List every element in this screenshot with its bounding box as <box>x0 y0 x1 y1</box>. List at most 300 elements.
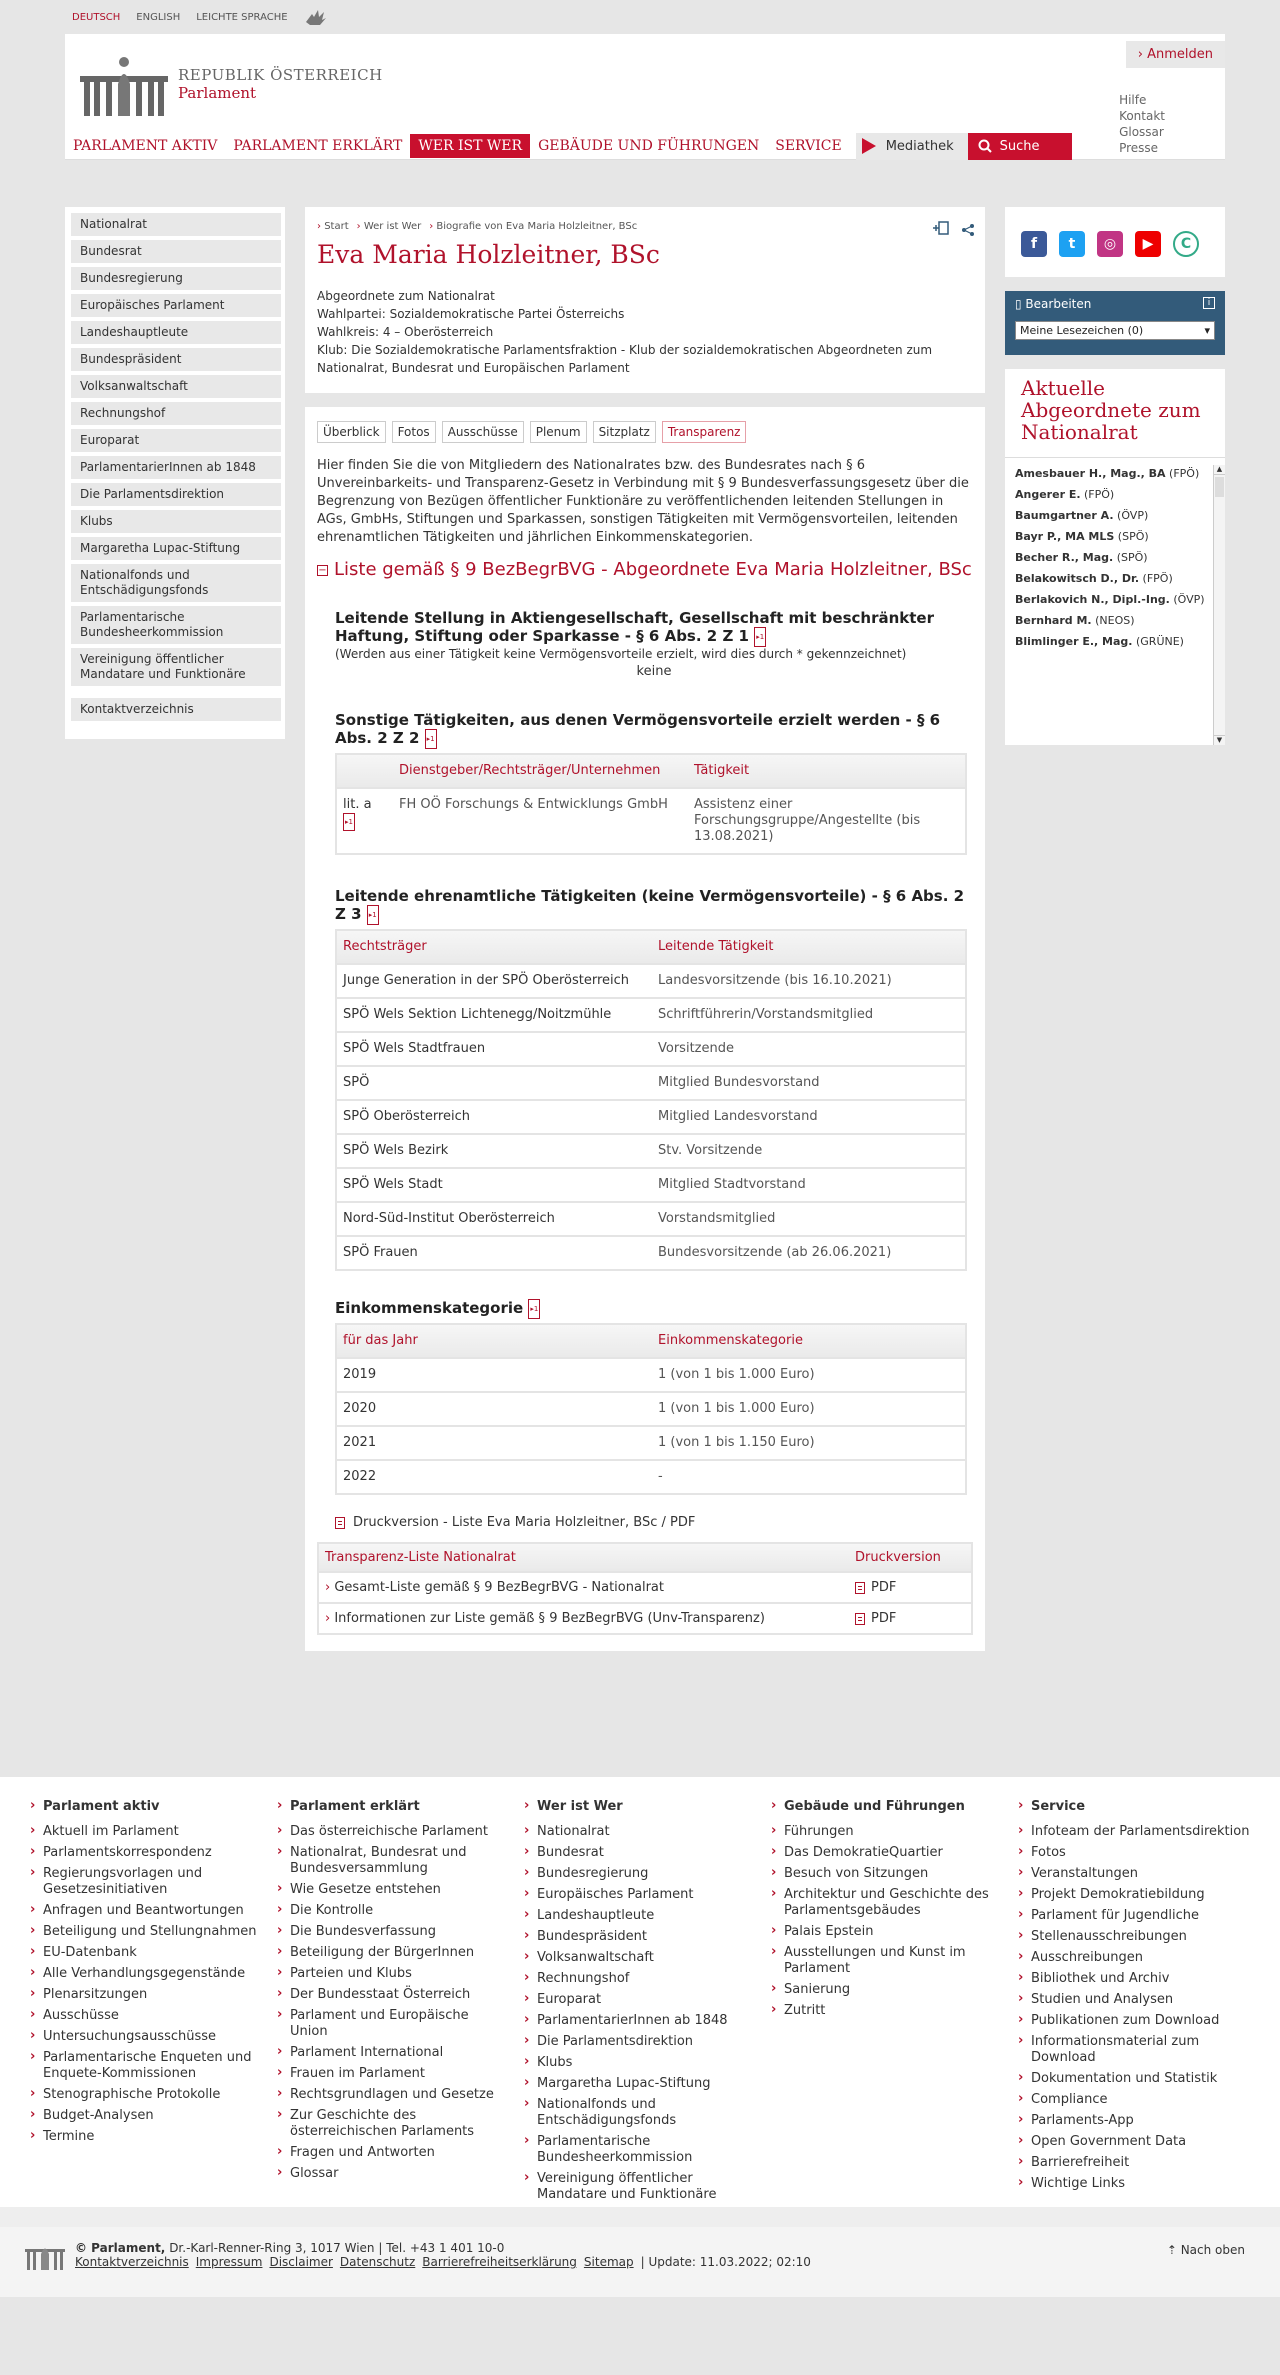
footer-link[interactable]: › Nationalrat, Bundesrat und Bundesversammlung <box>277 1845 509 1877</box>
footer-link[interactable]: › Europäisches Parlament <box>524 1887 756 1903</box>
footer-link[interactable]: › Sanierung <box>771 1982 1003 1998</box>
abgeordnete-item[interactable] <box>1015 487 1215 502</box>
tab-ueberblick[interactable]: Überblick <box>317 421 386 443</box>
ehrenamt-table <box>335 929 967 1271</box>
back-to-top-link[interactable]: ⇡ Nach oben <box>1166 2243 1245 2257</box>
abgeordnete-item[interactable] <box>1015 571 1215 586</box>
footer-link[interactable]: › Besuch von Sitzungen <box>771 1866 1003 1882</box>
person-district: Wahlkreis: 4 – Oberösterreich <box>317 325 494 339</box>
table-header <box>337 755 965 789</box>
sidebar-item[interactable]: Bundesregierung <box>71 267 281 290</box>
section-title: Einkommenskategorie <box>335 1299 524 1317</box>
table-header <box>319 1544 971 1573</box>
instagram-icon[interactable]: ◎ <box>1097 231 1123 257</box>
brand-title: REPUBLIK ÖSTERREICH <box>178 66 383 84</box>
chevron-right-icon: › <box>325 1580 335 1595</box>
footer-link[interactable]: › Ausstellungen und Kunst im Parlament <box>771 1945 1003 1977</box>
person-header <box>305 207 985 393</box>
column-header: Einkommenskategorie <box>658 1333 803 1348</box>
column-header: Dienstgeber/Rechtsträger/Unternehmen <box>399 763 661 778</box>
breadcrumb-start[interactable]: › Start <box>317 221 349 232</box>
table-row <box>337 1461 965 1493</box>
abgeordnete-item[interactable] <box>1015 592 1215 607</box>
table-cell: 1 (von 1 bis 1.150 Euro) <box>658 1435 815 1450</box>
sidebar-item[interactable]: Europarat <box>71 429 281 452</box>
footer-link[interactable]: › Parlament für Jugendliche <box>1018 1908 1250 1924</box>
table-cell: 2020 <box>343 1401 377 1416</box>
press-link[interactable]: Presse <box>1119 141 1159 155</box>
table-cell: SPÖ Wels Bezirk <box>343 1143 449 1158</box>
bookmark-add-icon[interactable] <box>933 221 949 235</box>
footer-link[interactable]: › Studien und Analysen <box>1018 1992 1250 2008</box>
table-cell: SPÖ <box>343 1075 370 1090</box>
abgeordnete-item[interactable] <box>1015 466 1215 481</box>
footer-link[interactable]: › Plenarsitzungen <box>30 1987 262 2003</box>
transparenz-link[interactable] <box>325 1611 855 1626</box>
column-header: Leitende Tätigkeit <box>658 939 774 954</box>
sidebar-item[interactable]: Bundesrat <box>71 240 281 263</box>
chevron-right-icon: › <box>325 1611 335 1626</box>
scroll-down-icon[interactable]: ▼ <box>1214 735 1225 745</box>
tab-fotos[interactable]: Fotos <box>392 421 436 443</box>
lesezeichen-select[interactable]: Meine Lesezeichen (0) ▾ <box>1015 321 1215 340</box>
abgeordnete-party: (NEOS) <box>1095 614 1135 627</box>
footer-legal-links <box>75 2255 811 2269</box>
twitter-icon[interactable]: t <box>1059 231 1085 257</box>
footer-link[interactable]: › Parlament und Europäische Union <box>277 2008 509 2040</box>
table-row <box>337 1067 965 1101</box>
footer-link[interactable]: › Bundespräsident <box>524 1929 756 1945</box>
footer-column-title[interactable]: › Wer ist Wer <box>524 1799 756 1814</box>
table-cell: SPÖ Wels Sektion Lichtenegg/Noitzmühle <box>343 1007 612 1022</box>
sidebar-item-kontaktverzeichnis[interactable]: Kontaktverzeichnis <box>71 698 281 721</box>
collapse-icon: − <box>318 565 327 576</box>
pdf-link[interactable] <box>855 1580 965 1595</box>
table-cell: Mitglied Stadtvorstand <box>658 1177 806 1192</box>
lang-english[interactable]: ENGLISH <box>136 12 181 23</box>
footer-column <box>771 1799 1018 2229</box>
scroll-thumb[interactable] <box>1215 477 1224 497</box>
footer-link[interactable]: › Parlamentskorrespondenz <box>30 1845 262 1861</box>
parliament-logo[interactable] <box>80 54 383 118</box>
footer-link[interactable]: › Fragen und Antworten <box>277 2145 509 2161</box>
print-version-link[interactable]: Druckversion - Liste Eva Maria Holzleitner, BSc / PDF <box>335 1515 973 1530</box>
abgeordnete-item[interactable] <box>1015 634 1215 649</box>
youtube-icon[interactable]: ▶ <box>1135 231 1161 257</box>
footer-link[interactable]: › Informationsmaterial zum Download <box>1018 2034 1250 2066</box>
login-button[interactable]: › Anmelden <box>1126 41 1225 68</box>
section-sonstige <box>335 711 973 855</box>
footer-link[interactable]: › Glossar <box>277 2166 509 2182</box>
arrow-up-icon: ⇡ <box>1166 2243 1181 2257</box>
help-link[interactable]: Hilfe <box>1119 93 1147 107</box>
table-cell: Mitglied Landesvorstand <box>658 1109 818 1124</box>
sidebar-item[interactable]: Landeshauptleute <box>71 321 281 344</box>
table-row <box>337 1135 965 1169</box>
abgeordnete-name: Becher R., Mag. <box>1015 551 1114 564</box>
tab-bar <box>317 421 973 443</box>
abgeordnete-list <box>1005 458 1225 734</box>
facebook-icon[interactable]: f <box>1021 231 1047 257</box>
footnote-link-icon[interactable]: ▸1 <box>425 729 437 749</box>
section-ehrenamt <box>335 887 973 1271</box>
section-note: (Werden aus einer Tätigkeit keine Vermögensvorteile erzielt, wird dies durch * gekennzeichnet) <box>335 647 907 661</box>
footer-link[interactable]: › Volksanwaltschaft <box>524 1950 756 1966</box>
footer-column-title[interactable]: › Gebäude und Führungen <box>771 1799 1003 1814</box>
section-value: keine <box>636 664 672 679</box>
table-row <box>337 1359 965 1393</box>
footer-link[interactable]: › Der Bundesstaat Österreich <box>277 1987 509 2003</box>
footer-link[interactable]: › Publikationen zum Download <box>1018 2013 1250 2029</box>
table-cell: Assistenz einer Forschungsgruppe/Angestellte (bis 13.08.2021) <box>694 797 921 844</box>
abgeordnete-box <box>1005 369 1225 745</box>
footer-link[interactable]: › Parlament International <box>277 2045 509 2061</box>
table-row <box>337 1203 965 1237</box>
table-cell: Vorsitzende <box>658 1041 734 1056</box>
parliament-building-icon <box>80 54 168 118</box>
chevron-right-icon: › <box>1137 47 1148 62</box>
footer-link[interactable]: › Untersuchungsausschüsse <box>30 2029 262 2045</box>
footer-legal-link[interactable]: Datenschutz <box>339 2255 416 2269</box>
abgeordnete-name: Blimlinger E., Mag. <box>1015 635 1133 648</box>
glossary-link[interactable]: Glossar <box>1119 125 1164 139</box>
share-icon[interactable] <box>961 223 975 237</box>
person-meta <box>317 287 973 377</box>
abgeordnete-party: (ÖVP) <box>1117 509 1149 522</box>
footer-link[interactable]: › Beteiligung und Stellungnahmen <box>30 1924 262 1940</box>
footer-link[interactable]: › Bundesrat <box>524 1845 756 1861</box>
chevron-down-icon: ▾ <box>1204 324 1210 337</box>
parliament-small-icon <box>25 2241 65 2271</box>
scrollbar[interactable] <box>1213 465 1225 745</box>
footer-link[interactable]: › Vereinigung öffentlicher Mandatare und Funktionäre <box>524 2171 756 2203</box>
footer-column <box>277 1799 524 2229</box>
tab-transparenz[interactable]: Transparenz <box>662 421 747 443</box>
footer-link[interactable]: › Alle Verhandlungsgegenstände <box>30 1966 262 1982</box>
nav-service[interactable]: SERVICE <box>775 138 842 154</box>
sidebar-navigation <box>65 207 285 739</box>
update-info: | Update: 11.03.2022; 02:10 <box>640 2255 811 2269</box>
table-header <box>337 1325 965 1359</box>
search-button[interactable]: Suche <box>968 133 1072 160</box>
footer-column <box>30 1799 277 2229</box>
info-icon[interactable]: i <box>1203 297 1215 309</box>
table-cell: - <box>658 1469 663 1484</box>
table-cell: Stv. Vorsitzende <box>658 1143 763 1158</box>
footer-column-title[interactable]: › Parlament erklärt <box>277 1799 509 1814</box>
footer-column-title[interactable]: › Service <box>1018 1799 1250 1814</box>
table-cell: SPÖ Oberösterreich <box>343 1109 470 1124</box>
footer-link[interactable]: › Aktuell im Parlament <box>30 1824 262 1840</box>
column-header: Transparenz-Liste Nationalrat <box>325 1550 516 1565</box>
lang-leichte-sprache[interactable]: LEICHTE SPRACHE <box>196 12 288 23</box>
footer-link[interactable]: › Parteien und Klubs <box>277 1966 509 1982</box>
table-row <box>337 789 965 853</box>
footer-link[interactable]: › Bundesregierung <box>524 1866 756 1882</box>
social-media-box <box>1005 207 1225 277</box>
table-row <box>337 1237 965 1269</box>
nav-parlament-erklaert[interactable]: PARLAMENT ERKLÄRT <box>233 138 403 154</box>
abgeordnete-item[interactable] <box>1015 529 1215 544</box>
footer-link[interactable]: › Stellenausschreibungen <box>1018 1929 1250 1945</box>
sidebar-item[interactable]: Die Parlamentsdirektion <box>71 483 281 506</box>
footer-link[interactable]: › Europarat <box>524 1992 756 2008</box>
sidebar-item[interactable]: Volksanwaltschaft <box>71 375 281 398</box>
transparency-card <box>305 407 985 1651</box>
abgeordnete-item[interactable] <box>1015 508 1215 523</box>
footer-link[interactable]: › Regierungsvorlagen und Gesetzesinitiativen <box>30 1866 262 1898</box>
column-header: Tätigkeit <box>694 763 750 778</box>
table-cell: Bundesvorsitzende (ab 26.06.2021) <box>658 1245 892 1260</box>
footer-link[interactable]: › Ausschreibungen <box>1018 1950 1250 1966</box>
tab-plenum[interactable]: Plenum <box>530 421 587 443</box>
abgeordnete-name: Angerer E. <box>1015 488 1081 501</box>
sidebar-item[interactable]: Rechnungshof <box>71 402 281 425</box>
footer-link[interactable]: › Die Parlamentsdirektion <box>524 2034 756 2050</box>
sidebar-item[interactable]: Parlamentarische Bundesheerkommission <box>71 606 281 644</box>
abgeordnete-party: (GRÜNE) <box>1135 635 1184 648</box>
table-cell: Junge Generation in der SPÖ Oberösterreich <box>343 973 630 988</box>
site-header <box>65 34 1225 160</box>
list-title: Liste gemäß § 9 BezBegrBVG - Abgeordnete Eva Maria Holzleitner, BSc <box>334 559 972 580</box>
footer-link[interactable]: › Open Government Data <box>1018 2134 1250 2150</box>
footnote-link-icon[interactable]: ▸1 <box>343 813 355 831</box>
footer-legal-link[interactable]: Impressum <box>195 2255 263 2269</box>
nav-gebaeude[interactable]: GEBÄUDE UND FÜHRUNGEN <box>538 138 760 154</box>
footer-link[interactable]: › Dokumentation und Statistik <box>1018 2071 1250 2087</box>
table-cell: Landesvorsitzende (bis 16.10.2021) <box>658 973 892 988</box>
footer-link[interactable]: › Infoteam der Parlamentsdirektion <box>1018 1824 1250 1840</box>
table-cell: SPÖ Wels Stadtfrauen <box>343 1041 486 1056</box>
person-role: Abgeordnete zum Nationalrat <box>317 289 495 303</box>
person-club: Klub: Die Sozialdemokratische Parlamentsfraktion - Klub der sozialdemokratischen Abgeordneten zum Nationalrat, Bundesrat und Europäischen Parlament <box>317 343 933 375</box>
footer-link[interactable]: › Parlaments-App <box>1018 2113 1250 2129</box>
footer-legal-link[interactable]: Sitemap <box>583 2255 634 2269</box>
mediathek-button[interactable]: Mediathek <box>856 133 968 160</box>
table-row <box>337 1169 965 1203</box>
abgeordnete-name: Amesbauer H., Mag., BA <box>1015 467 1166 480</box>
footer-legal-link[interactable]: Disclaimer <box>269 2255 333 2269</box>
bearbeiten-box <box>1005 291 1225 355</box>
footer-link[interactable]: › Veranstaltungen <box>1018 1866 1250 1882</box>
nav-wer-ist-wer[interactable]: WER IST WER <box>410 134 530 158</box>
intro-text: Hier finden Sie die von Mitgliedern des Nationalrates bzw. des Bundesrates nach § 6 Unvereinbarkeits- und Transparenz-Gesetz in Verbindung mit § 9 Bundesverfassungsgesetz über die Begrenzung von Bezügen öffentlicher Funktionäre zu veröffentlichenden leitenden Stellungen in AGs, GmbHs, Stiftungen und Sparkassen, sonstigen Tätigkeiten mit Vermögensvorteilen, leitenden ehrenamtlichen Tätigkeiten und jährlichen Einkommenskategorien. <box>317 458 969 545</box>
table-row <box>337 999 965 1033</box>
footer-link[interactable]: › Wie Gesetze entstehen <box>277 1882 509 1898</box>
sign-language-icon[interactable] <box>304 8 328 26</box>
footnote-link-icon[interactable]: ▸1 <box>754 627 766 647</box>
breadcrumb <box>317 221 973 232</box>
footer-link[interactable]: › Das österreichische Parlament <box>277 1824 509 1840</box>
pdf-link[interactable] <box>855 1611 965 1626</box>
breadcrumb-wer-ist-wer[interactable]: › Wer ist Wer <box>356 221 422 232</box>
footnote-link-icon[interactable]: ▸1 <box>367 905 379 925</box>
table-row <box>319 1604 971 1633</box>
page-body <box>0 207 1280 1777</box>
sidebar-item[interactable]: Bundespräsident <box>71 348 281 371</box>
sidebar-item[interactable]: Nationalfonds und Entschädigungsfonds <box>71 564 281 602</box>
abgeordnete-party: (FPÖ) <box>1084 488 1115 501</box>
footer-link[interactable]: › Parlamentarische Enqueten und Enquete-Kommissionen <box>30 2050 262 2082</box>
footer-link[interactable]: › Bibliothek und Archiv <box>1018 1971 1250 1987</box>
pdf-icon <box>855 1613 865 1625</box>
transparenz-link[interactable] <box>325 1580 855 1595</box>
sidebar-item[interactable]: Margaretha Lupac-Stiftung <box>71 537 281 560</box>
footer-link[interactable]: › Projekt Demokratiebildung <box>1018 1887 1250 1903</box>
abgeordnete-name: Baumgartner A. <box>1015 509 1114 522</box>
column-header: für das Jahr <box>343 1333 418 1348</box>
table-cell: SPÖ Frauen <box>343 1245 418 1260</box>
abgeordnete-party: (SPÖ) <box>1117 530 1149 543</box>
footer-link[interactable]: › Barrierefreiheit <box>1018 2155 1250 2171</box>
footer-link[interactable]: › Landeshauptleute <box>524 1908 756 1924</box>
site-footer <box>0 1777 1280 2297</box>
pdf-icon <box>335 1517 345 1529</box>
table-cell: 2019 <box>343 1367 377 1382</box>
sidebar-item[interactable]: ParlamentarierInnen ab 1848 <box>71 456 281 479</box>
footer-link[interactable]: › Stenographische Protokolle <box>30 2087 262 2103</box>
sidebar-item[interactable]: Klubs <box>71 510 281 533</box>
footer-org: © Parlament, <box>75 2241 166 2255</box>
table-row <box>319 1573 971 1604</box>
table-row <box>337 1033 965 1067</box>
bearbeiten-title: ▯ Bearbeiten <box>1015 297 1092 311</box>
footer-link[interactable]: › Termine <box>30 2129 262 2145</box>
footer-column <box>1018 1799 1265 2229</box>
abgeordnete-item[interactable] <box>1015 613 1215 628</box>
table-cell: 2022 <box>343 1469 377 1484</box>
footer-link[interactable]: › Frauen im Parlament <box>277 2066 509 2082</box>
lang-deutsch[interactable]: DEUTSCH <box>72 12 121 23</box>
sidebar-item[interactable]: Europäisches Parlament <box>71 294 281 317</box>
table-cell: 2021 <box>343 1435 377 1450</box>
link-label: Gesamt-Liste gemäß § 9 BezBegrBVG - Nationalrat <box>334 1580 664 1595</box>
section-einkommen <box>335 1299 973 1495</box>
main-content <box>305 207 985 1651</box>
footer-address: Dr.-Karl-Renner-Ring 3, 1017 Wien | Tel. +43 1 401 10-0 <box>169 2241 505 2255</box>
abgeordnete-name: Berlakovich N., Dipl.-Ing. <box>1015 593 1170 606</box>
footer-link[interactable]: › EU-Datenbank <box>30 1945 262 1961</box>
search-icon <box>978 139 992 153</box>
sidebar-item[interactable]: Vereinigung öffentlicher Mandatare und Funktionäre <box>71 648 281 686</box>
table-cell: Vorstandsmitglied <box>658 1211 776 1226</box>
footer-link[interactable]: › Compliance <box>1018 2092 1250 2108</box>
abgeordnete-item[interactable] <box>1015 550 1215 565</box>
footer-link[interactable]: › Palais Epstein <box>771 1924 1003 1940</box>
pdf-icon <box>855 1582 865 1594</box>
page-title: Eva Maria Holzleitner, BSc <box>317 240 660 269</box>
footer-link[interactable]: › Anfragen und Beantwortungen <box>30 1903 262 1919</box>
table-cell: 1 (von 1 bis 1.000 Euro) <box>658 1401 815 1416</box>
footer-link[interactable]: › Beteiligung der BürgerInnen <box>277 1945 509 1961</box>
footer-legal-link[interactable]: Barrierefreiheitserklärung <box>422 2255 577 2269</box>
table-cell: Mitglied Bundesvorstand <box>658 1075 820 1090</box>
language-bar <box>0 0 1280 34</box>
table-cell: Schriftführerin/Vorstandsmitglied <box>658 1007 874 1022</box>
footer-link[interactable]: › Ausschüsse <box>30 2008 262 2024</box>
abgeordnete-party: (SPÖ) <box>1116 551 1148 564</box>
transparenz-list-table <box>317 1542 973 1635</box>
table-cell: FH OÖ Forschungs & Entwicklungs GmbH <box>399 797 668 812</box>
footer-column-title[interactable]: › Parlament aktiv <box>30 1799 262 1814</box>
podcast-icon[interactable]: C <box>1173 231 1199 257</box>
footer-link[interactable]: › Das DemokratieQuartier <box>771 1845 1003 1861</box>
footer-link[interactable]: › Nationalrat <box>524 1824 756 1840</box>
person-party: Wahlpartei: Sozialdemokratische Partei Österreichs <box>317 307 625 321</box>
footer-column <box>524 1799 771 2229</box>
bottom-bar <box>0 2207 1280 2297</box>
footer-link[interactable]: › Architektur und Geschichte des Parlamentsgebäudes <box>771 1887 1003 1919</box>
right-sidebar <box>1005 207 1225 745</box>
list-toggle[interactable] <box>317 559 973 581</box>
einkommen-table <box>335 1323 967 1495</box>
abgeordnete-party: (ÖVP) <box>1173 593 1205 606</box>
sonstige-table <box>335 753 967 855</box>
pdf-label: PDF <box>871 1611 897 1626</box>
footer-link[interactable]: › Die Bundesverfassung <box>277 1924 509 1940</box>
table-row <box>337 1101 965 1135</box>
footer-link[interactable]: › Parlamentarische Bundesheerkommission <box>524 2134 756 2166</box>
sidebar-item[interactable]: Nationalrat <box>71 213 281 236</box>
main-navigation <box>65 133 1225 160</box>
abgeordnete-title: Aktuelle Abgeordnete zum Nationalrat <box>1005 369 1225 458</box>
abgeordnete-party: (FPÖ) <box>1169 467 1200 480</box>
column-header: Rechtsträger <box>343 939 427 954</box>
section-title: Leitende ehrenamtliche Tätigkeiten (keine Vermögensvorteile) - § 6 Abs. 2 Z 3 <box>335 887 965 923</box>
footer-columns <box>30 1799 1280 2229</box>
footer-link[interactable]: › Klubs <box>524 2055 756 2071</box>
footer-link[interactable]: › Budget-Analysen <box>30 2108 262 2124</box>
table-cell: 1 (von 1 bis 1.000 Euro) <box>658 1367 815 1382</box>
footer-link[interactable]: › Rechnungshof <box>524 1971 756 1987</box>
brand-subtitle: Parlament <box>178 84 257 102</box>
nav-parlament-aktiv[interactable]: PARLAMENT AKTIV <box>73 138 218 154</box>
column-header: Druckversion <box>855 1550 941 1565</box>
table-cell: Nord-Süd-Institut Oberösterreich <box>343 1211 555 1226</box>
breadcrumb-current: › Biografie von Eva Maria Holzleitner, BSc <box>429 221 638 232</box>
section-title: Leitende Stellung in Aktiengesellschaft, Gesellschaft mit beschränkter Haftung, Stiftung oder Sparkasse - § 6 Abs. 2 Z 1 <box>335 609 934 645</box>
abgeordnete-name: Bernhard M. <box>1015 614 1092 627</box>
footer-legal-link[interactable]: Kontaktverzeichnis <box>75 2255 189 2269</box>
abgeordnete-name: Bayr P., MA MLS <box>1015 530 1115 543</box>
table-row <box>337 965 965 999</box>
link-label: Informationen zur Liste gemäß § 9 BezBegrBVG (Unv-Transparenz) <box>334 1611 765 1626</box>
footer-link[interactable]: › Führungen <box>771 1824 1003 1840</box>
abgeordnete-party: (FPÖ) <box>1142 572 1173 585</box>
section-title: Sonstige Tätigkeiten, aus denen Vermögensvorteile erzielt werden - § 6 Abs. 2 Z 2 <box>335 711 941 747</box>
table-row <box>337 1427 965 1461</box>
table-row <box>337 1393 965 1427</box>
contact-link[interactable]: Kontakt <box>1119 109 1165 123</box>
section-leitende-stellung <box>335 609 973 679</box>
abgeordnete-name: Belakowitsch D., Dr. <box>1015 572 1140 585</box>
footer-link[interactable]: › Die Kontrolle <box>277 1903 509 1919</box>
footer-link[interactable]: › Nationalfonds und Entschädigungsfonds <box>524 2097 756 2129</box>
footer-link[interactable]: › ParlamentarierInnen ab 1848 <box>524 2013 756 2029</box>
footer-link[interactable]: › Zur Geschichte des österreichischen Parlaments <box>277 2108 509 2140</box>
scroll-up-icon[interactable]: ▲ <box>1214 465 1225 475</box>
tab-sitzplatz[interactable]: Sitzplatz <box>593 421 656 443</box>
footer-link[interactable]: › Zutritt <box>771 2003 1003 2019</box>
table-cell: SPÖ Wels Stadt <box>343 1177 443 1192</box>
footer-link[interactable]: › Margaretha Lupac-Stiftung <box>524 2076 756 2092</box>
play-icon <box>862 138 876 154</box>
footer-link[interactable]: › Rechtsgrundlagen und Gesetze <box>277 2087 509 2103</box>
footer-link[interactable]: › Fotos <box>1018 1845 1250 1861</box>
tab-ausschuesse[interactable]: Ausschüsse <box>442 421 524 443</box>
footer-link[interactable]: › Wichtige Links <box>1018 2176 1250 2192</box>
footnote-link-icon[interactable]: ▸1 <box>528 1299 540 1319</box>
